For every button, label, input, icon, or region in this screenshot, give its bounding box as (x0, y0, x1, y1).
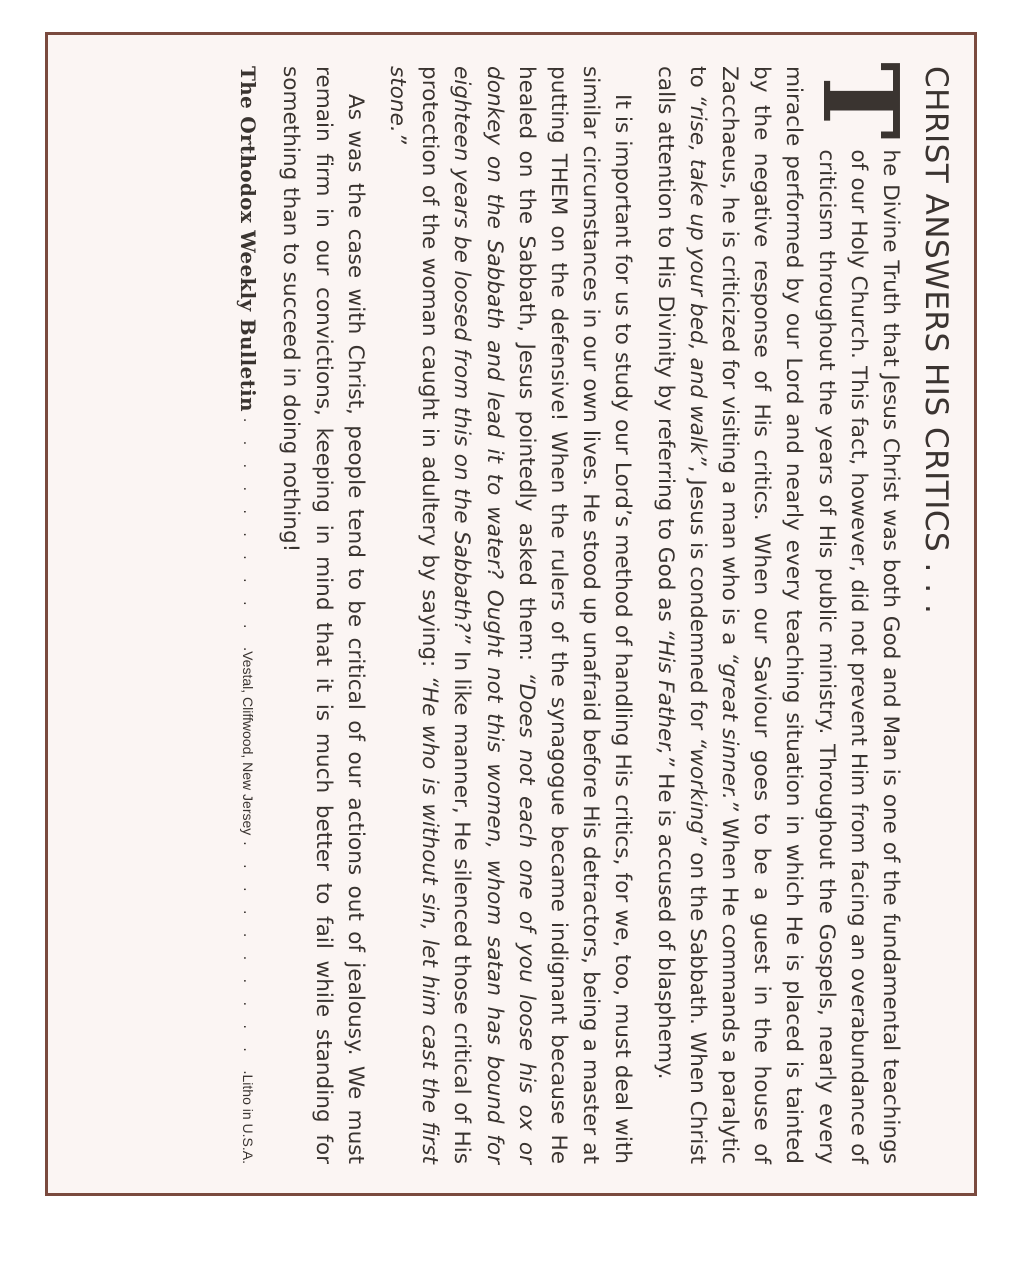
body-text: As was the case with Christ, people tend to be critical of our actions out of jealousy. We must remain firm in our convictions, keeping in mind that it is much better to fail while standing for something than to succeed in doing nothing! (278, 66, 368, 1164)
paragraph-1 (648, 62, 922, 1165)
body-text: He is accused of blasphemy. (652, 766, 678, 1080)
article-title: CHRIST ANSWERS HIS CRITICS . . . (918, 66, 954, 615)
drop-cap: T (799, 62, 922, 140)
body-text: When He commands a paralytic to (684, 66, 742, 1165)
body-text: he Divine Truth that Jesus Christ was both God and Man is one of the fundamental teachings of our Holy Church. This fact, however, did not prevent Him from facing an overabundance of criticism throughout the years of His public ministry. Throughout the Gospels, nearly every miracle performed by our Lord and nearly every teaching situation in which He is placed is tainted by the negative response of His critics. When our Saviour goes to be a guest in the house of Zacchaeus, he is criticized for visiting a man who is a (716, 66, 903, 1164)
leader-dots (240, 412, 256, 651)
printing-note: Litho in U.S.A. (240, 1074, 257, 1164)
publisher-name: The Orthodox Weekly Bulletin (236, 66, 261, 412)
paragraph-2 (381, 66, 639, 1164)
publisher-location: Vestal, Cliffwood, New Jersey (240, 651, 257, 836)
leader-dots (240, 835, 256, 1074)
quoted-text: “rise, take up your bed, and walk” (684, 94, 710, 466)
paragraph-3 (274, 66, 371, 1164)
quoted-text: “great sinner.” (716, 652, 742, 811)
footer (236, 66, 260, 1164)
body-text: , Jesus is condemned for (684, 465, 710, 738)
body-text: It is important for us to study our Lord’s method of handling His critics, for we, too, must deal with similar circumstances in our own lives. He stood up unafraid before His detractors, being a master at putting THEM on the defensive! When the rulers of the synagogue became indignant because He healed on the Sabbath, Jesus pointedly asked them: (513, 66, 636, 1164)
bulletin-frame (45, 32, 977, 1196)
quoted-text: “His Father,” (652, 628, 678, 767)
body-text: on the Sabbath. When Christ calls attention to His Divinity by referring to God as (652, 66, 710, 1165)
quoted-text: “Does not each one of you loose his ox or donkey on the Sabbath and lead it to water? Ought not this women, whom satan has bound for eighteen years be loosed from this on the Sabbath?” (449, 66, 539, 1164)
quoted-text: “working” (684, 737, 710, 846)
article-content (66, 50, 964, 1180)
quoted-text: “He who is without sin, let him cast the first stone.” (384, 66, 443, 1164)
body-text: In like manner, He silenced those critical of His protection of the woman caught in adultery by saying: (417, 66, 475, 1164)
